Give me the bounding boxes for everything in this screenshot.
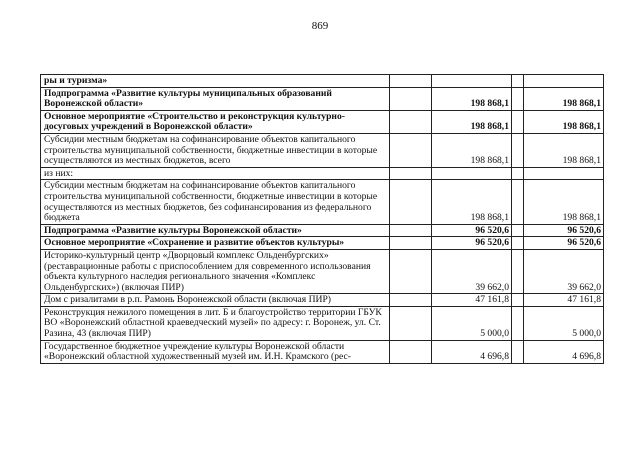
amount-cell: 198 868,1 [524, 110, 604, 133]
empty-cell [390, 340, 432, 363]
amount-cell: 39 662,0 [432, 249, 512, 293]
amount-cell: 198 868,1 [432, 87, 512, 110]
table-row [41, 306, 604, 340]
table-row [41, 87, 604, 110]
row-description: Субсидии местным бюджетам на софинансирование объектов капитального строительства муниципальной собственности, бюджетные инвестиции в которые осуществляются из местных бюджетов, без софинансирования из федерального бюджета [41, 180, 390, 224]
amount-cell: 4 696,8 [524, 340, 604, 363]
amount-cell [524, 75, 604, 88]
empty-cell [512, 294, 524, 307]
amount-cell: 198 868,1 [524, 87, 604, 110]
empty-cell [390, 167, 432, 180]
row-description: Подпрограмма «Развитие культуры Воронежской области» [41, 224, 390, 237]
empty-cell [390, 180, 432, 224]
table-row [41, 249, 604, 293]
empty-cell [512, 75, 524, 88]
table-row [41, 167, 604, 180]
empty-cell [390, 110, 432, 133]
empty-cell [512, 167, 524, 180]
empty-cell [390, 237, 432, 250]
amount-cell: 198 868,1 [432, 110, 512, 133]
empty-cell [390, 294, 432, 307]
table-row [41, 133, 604, 167]
empty-cell [390, 224, 432, 237]
amount-cell: 198 868,1 [524, 133, 604, 167]
amount-cell: 96 520,6 [524, 224, 604, 237]
page-number: 869 [311, 20, 329, 32]
empty-cell [512, 87, 524, 110]
amount-cell: 198 868,1 [432, 133, 512, 167]
table-row [41, 237, 604, 250]
amount-cell: 198 868,1 [432, 180, 512, 224]
empty-cell [512, 249, 524, 293]
amount-cell: 5 000,0 [524, 306, 604, 340]
budget-table [40, 74, 604, 364]
amount-cell: 5 000,0 [432, 306, 512, 340]
amount-cell: 47 161,8 [432, 294, 512, 307]
empty-cell [390, 306, 432, 340]
table-row [41, 110, 604, 133]
amount-cell: 47 161,8 [524, 294, 604, 307]
amount-cell: 96 520,6 [524, 237, 604, 250]
amount-cell [432, 167, 512, 180]
empty-cell [512, 180, 524, 224]
table-row [41, 180, 604, 224]
row-description: Дом с ризалитами в р.п. Рамонь Воронежской области (включая ПИР) [41, 294, 390, 307]
empty-cell [512, 237, 524, 250]
empty-cell [390, 133, 432, 167]
row-description: Субсидии местным бюджетам на софинансирование объектов капитального строительства муниципальной собственности, бюджетные инвестиции в которые осуществляются из местных бюджетов, всего [41, 133, 390, 167]
table-row [41, 224, 604, 237]
amount-cell: 39 662,0 [524, 249, 604, 293]
row-description: Историко-культурный центр «Дворцовый комплекс Ольденбургских» (реставрационные работы с приспособлением для современного использования объекта культурного наследия регионального значения «Комплекс Ольденбургских») (включая ПИР) [41, 249, 390, 293]
row-description: из них: [41, 167, 390, 180]
amount-cell: 96 520,6 [432, 224, 512, 237]
empty-cell [512, 224, 524, 237]
table-row [41, 75, 604, 88]
amount-cell [432, 75, 512, 88]
empty-cell [512, 133, 524, 167]
row-description: Государственное бюджетное учреждение культуры Воронежской области «Воронежский областной художественный музей им. И.Н. Крамского (рес- [41, 340, 390, 363]
amount-cell: 198 868,1 [524, 180, 604, 224]
row-description: Реконструкция нежилого помещения в лит. Б и благоустройство территории ГБУК ВО «Воронежский областной краеведческий музей» по адресу: г. Воронеж, ул. Ст. Разина, 43 (включая ПИР) [41, 306, 390, 340]
empty-cell [512, 306, 524, 340]
amount-cell: 4 696,8 [432, 340, 512, 363]
empty-cell [390, 249, 432, 293]
row-description: ры и туризма» [41, 75, 390, 88]
amount-cell: 96 520,6 [432, 237, 512, 250]
empty-cell [512, 110, 524, 133]
table-row [41, 294, 604, 307]
empty-cell [512, 340, 524, 363]
table-row [41, 340, 604, 363]
empty-cell [390, 87, 432, 110]
amount-cell [524, 167, 604, 180]
row-description: Подпрограмма «Развитие культуры муниципальных образований Воронежской области» [41, 87, 390, 110]
empty-cell [390, 75, 432, 88]
row-description: Основное мероприятие «Сохранение и развитие объектов культуры» [41, 237, 390, 250]
row-description: Основное мероприятие «Строительство и реконструкция культурно-досуговых учреждений в Воронежской области» [41, 110, 390, 133]
